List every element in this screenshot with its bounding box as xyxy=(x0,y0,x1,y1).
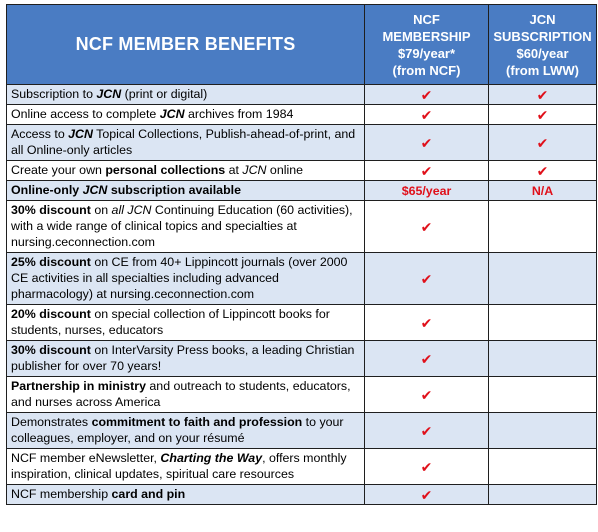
table-row xyxy=(7,413,597,449)
ncf-check-icon: ✔ xyxy=(365,85,489,105)
benefit-text: Continuing Education (60 activities), with a wide range of clinical topics and specialties at nursing.ceconnection.com xyxy=(11,203,353,249)
jcn-check-icon: ✔ xyxy=(489,161,597,181)
jcn-cell xyxy=(489,413,597,449)
benefit-text: , offers monthly inspiration, clinical updates, spiritual care resources xyxy=(11,451,347,481)
benefit-description xyxy=(7,85,365,105)
benefit-description xyxy=(7,485,365,505)
ncf-check-icon: ✔ xyxy=(365,201,489,253)
ncf-header-line: (from NCF) xyxy=(392,62,461,78)
ncf-check-icon: ✔ xyxy=(365,125,489,161)
ncf-header-line: MEMBERSHIP xyxy=(382,28,471,44)
benefit-text: NCF membership xyxy=(11,487,112,501)
benefit-text: Topical Collections, Publish-ahead-of-print, and all Online-only articles xyxy=(11,127,356,157)
jcn-cell xyxy=(489,485,597,505)
benefit-text: online xyxy=(266,163,303,177)
table-row xyxy=(7,105,597,125)
benefit-text: personal collections xyxy=(105,163,226,177)
ncf-header-line: $79/year* xyxy=(397,45,456,61)
benefit-text: 25% discount xyxy=(11,255,91,269)
ncf-check-icon: ✔ xyxy=(365,449,489,485)
table-row xyxy=(7,181,597,201)
jcn-check-icon: ✔ xyxy=(489,85,597,105)
benefit-description xyxy=(7,341,365,377)
benefit-text: 30% discount xyxy=(11,203,91,217)
benefit-text: to your colleagues, employer, and on your résumé xyxy=(11,415,344,445)
jcn-cell xyxy=(489,377,597,413)
benefit-text: JCN xyxy=(82,183,108,197)
benefit-description xyxy=(7,413,365,449)
benefit-text: JCN xyxy=(159,107,185,121)
benefit-text: JCN xyxy=(242,163,267,177)
jcn-header-line: (from LWW) xyxy=(506,62,579,78)
benefit-text: 30% discount xyxy=(11,343,91,357)
benefit-description xyxy=(7,377,365,413)
table-row xyxy=(7,201,597,253)
benefit-text: on xyxy=(90,203,112,217)
benefit-description xyxy=(7,105,365,125)
benefit-text: Create your own xyxy=(11,163,106,177)
header-row xyxy=(7,5,597,85)
ncf-check-icon: ✔ xyxy=(365,413,489,449)
ncf-check-icon: ✔ xyxy=(365,341,489,377)
jcn-check-icon: ✔ xyxy=(489,125,597,161)
benefit-description xyxy=(7,181,365,201)
benefit-text: card and pin xyxy=(111,487,186,501)
jcn-header-line: SUBSCRIPTION xyxy=(493,28,592,44)
benefit-description xyxy=(7,201,365,253)
ncf-value: $65/year xyxy=(365,181,489,201)
benefit-description xyxy=(7,449,365,485)
benefits-table xyxy=(6,4,597,505)
table-row xyxy=(7,161,597,181)
benefit-text: and outreach to students, educators, and nurses across America xyxy=(11,379,351,409)
benefits-body xyxy=(7,85,597,505)
benefit-description xyxy=(7,125,365,161)
benefit-text: at xyxy=(225,163,243,177)
benefit-text: all JCN xyxy=(111,203,152,217)
jcn-cell xyxy=(489,305,597,341)
benefit-description xyxy=(7,253,365,305)
benefit-text: Partnership in ministry xyxy=(11,379,146,393)
table-row xyxy=(7,449,597,485)
benefit-text: Charting the Way xyxy=(160,451,263,465)
benefit-text: Online access to complete xyxy=(11,107,160,121)
ncf-check-icon: ✔ xyxy=(365,485,489,505)
ncf-check-icon: ✔ xyxy=(365,161,489,181)
benefit-text: archives from 1984 xyxy=(184,107,294,121)
table-row xyxy=(7,253,597,305)
jcn-cell xyxy=(489,449,597,485)
ncf-check-icon: ✔ xyxy=(365,377,489,413)
ncf-membership-header xyxy=(365,5,489,85)
benefit-text: JCN xyxy=(68,127,93,141)
table-row xyxy=(7,485,597,505)
benefit-text: on special collection of Lippincott books for students, nurses, educators xyxy=(11,307,330,337)
ncf-check-icon: ✔ xyxy=(365,305,489,341)
table-row xyxy=(7,341,597,377)
benefit-text: 20% discount xyxy=(11,307,91,321)
benefit-text: on InterVarsity Press books, a leading Christian publisher for over 70 years! xyxy=(11,343,355,373)
benefit-text: Subscription to xyxy=(11,87,97,101)
benefit-text: (print or digital) xyxy=(121,87,208,101)
benefit-text: Demonstrates xyxy=(11,415,92,429)
jcn-header-line: JCN xyxy=(529,11,556,27)
benefit-text: NCF member eNewsletter, xyxy=(11,451,161,465)
benefit-text: Access to xyxy=(11,127,69,141)
benefit-description xyxy=(7,305,365,341)
jcn-cell xyxy=(489,201,597,253)
jcn-subscription-header xyxy=(489,5,597,85)
ncf-check-icon: ✔ xyxy=(365,253,489,305)
benefit-text: subscription available xyxy=(107,183,241,197)
table-row xyxy=(7,377,597,413)
benefit-text: JCN xyxy=(96,87,122,101)
jcn-header-line: $60/year xyxy=(516,45,569,61)
ncf-header-line: NCF xyxy=(413,11,440,27)
table-row xyxy=(7,85,597,105)
benefit-description xyxy=(7,161,365,181)
jcn-check-icon: ✔ xyxy=(489,105,597,125)
benefit-text: Online-only xyxy=(11,183,83,197)
table-row xyxy=(7,125,597,161)
jcn-cell xyxy=(489,253,597,305)
benefit-text: on CE from 40+ Lippincott journals (over 2000 CE activities in all specialties including advanced pharmacology) at nursing.ceconnection.com xyxy=(11,255,348,301)
ncf-check-icon: ✔ xyxy=(365,105,489,125)
benefit-text: commitment to faith and profession xyxy=(91,415,303,429)
table-row xyxy=(7,305,597,341)
jcn-value: N/A xyxy=(489,181,597,201)
jcn-cell xyxy=(489,341,597,377)
table-title: NCF MEMBER BENEFITS xyxy=(7,5,365,85)
